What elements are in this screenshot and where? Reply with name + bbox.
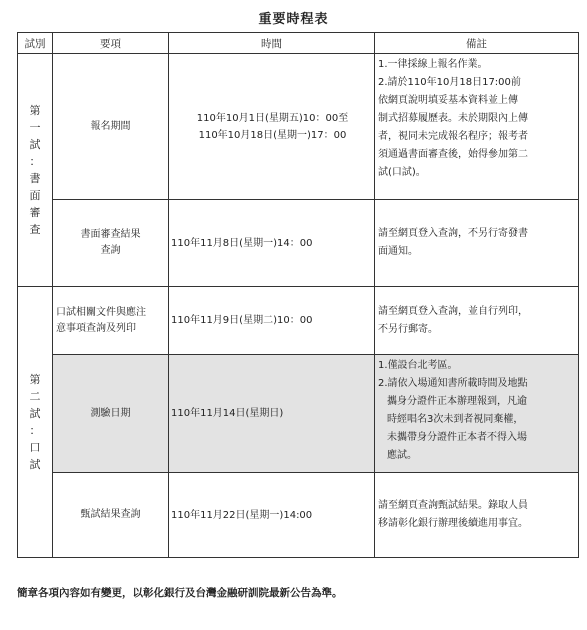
item-final-result: 甄試結果查詢: [53, 473, 169, 558]
footnote: 簡章各項內容如有變更，以彰化銀行及台灣金融研訓院最新公告為準。: [17, 587, 343, 599]
exam-type-phase2: 第 二 試 ： 口 試: [18, 287, 53, 558]
note-final-result: 請至網頁查詢甄試結果。錄取人員 移請彰化銀行辦理後續進用事宜。: [375, 473, 579, 558]
header-exam-type: 試別: [18, 33, 53, 54]
time-registration: 110年10月1日(星期五)10：00至 110年10月18日(星期一)17：00: [169, 54, 375, 200]
item-registration: 報名期間: [53, 54, 169, 200]
item-test-date: 測驗日期: [53, 355, 169, 473]
item-interview-docs: 口試相關文件與應注 意事項查詢及列印: [53, 287, 169, 355]
table-row: [18, 355, 579, 473]
exam-type-phase1: 第 一 試 ： 書 面 審 查: [18, 54, 53, 287]
note-interview-docs: 請至網頁登入查詢，並自行列印， 不另行郵寄。: [375, 287, 579, 355]
time-final-result: 110年11月22日(星期一)14:00: [169, 473, 375, 558]
note-registration: 1.一律採線上報名作業。 2.請於110年10月18日17:00前 依網頁說明填妥基本資料並上傳 制式招募履歷表。未於期限內上傳 者，視同未完成報名程序；報考者 須通過書面審查後，始得參加第二 試(口試)。: [375, 54, 579, 200]
time-interview-docs: 110年11月9日(星期二)10：00: [169, 287, 375, 355]
note-review-result: 請至網頁登入查詢，不另行寄發書 面通知。: [375, 200, 579, 287]
header-time: 時間: [169, 33, 375, 54]
page-title: 重要時程表: [258, 12, 329, 27]
schedule-table: [17, 32, 579, 558]
table-row: [18, 200, 579, 287]
time-review-result: 110年11月8日(星期一)14：00: [169, 200, 375, 287]
table-row: [18, 54, 579, 200]
note-test-date: 1.僅設台北考區。 2.請依入場通知書所載時間及地點 攜身分證件正本辦理報到，凡逾 時經唱名3次未到者視同棄權， 未攜帶身分證件正本者不得入場 應試。: [375, 355, 579, 473]
table-header-row: [18, 33, 579, 54]
header-note: 備註: [375, 33, 579, 54]
table-row: [18, 287, 579, 355]
item-review-result: 書面審查結果 查詢: [53, 200, 169, 287]
table-row: [18, 473, 579, 558]
header-item: 要項: [53, 33, 169, 54]
time-test-date: 110年11月14日(星期日): [169, 355, 375, 473]
